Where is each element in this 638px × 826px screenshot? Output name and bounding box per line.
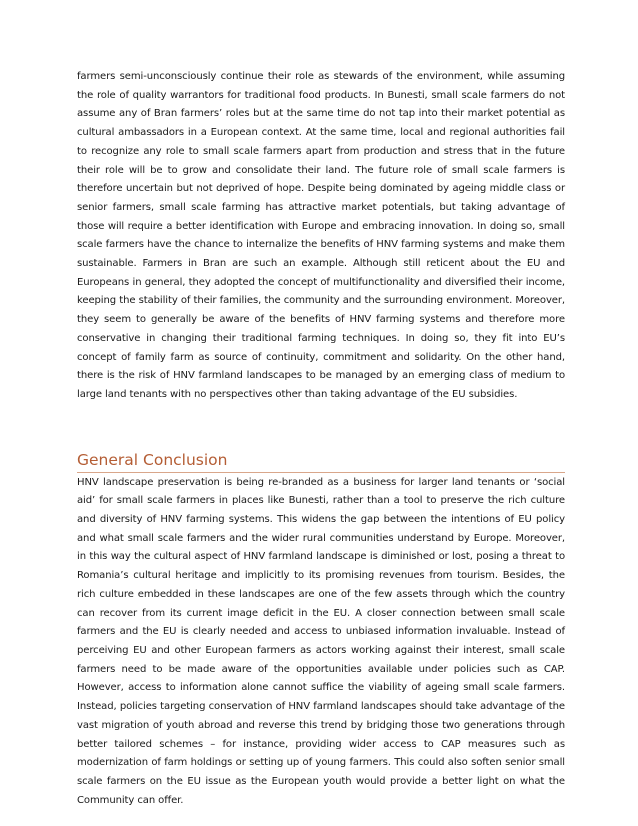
body-paragraph-1: farmers semi-unconsciously continue their role as stewards of the environment, while assuming the role of quality warrantors for traditional food products. In Bunesti, small scale farmers do not assume any of Bran farmers’ roles but at the same time do not tap into their market potential as cultural ambassadors in a European context. At the same time, local and regional authorities fail to recognize any role to small scale farmers apart from production and stress that in the future their role will be to grow and consolidate their land. The future role of small scale farmers is therefore uncertain but not deprived of hope. Despite being dominated by ageing middle class or senior farmers, small scale farming has attractive market potentials, but taking advantage of those will require a better identification with Europe and embracing innovation. In doing so, small scale farmers have the chance to internalize the benefits of HNV farming systems and make them sustainable. Farmers in Bran are such an example. Although still reticent about the EU and Europeans in general, they adopted the concept of multifunctionality and diversified their income, keeping the stability of their families, the community and the surrounding environment. Moreover, they seem to generally be aware of the benefits of HNV farming systems and therefore more conservative in changing their traditional farming techniques. In doing so, they fit into EU’s concept of family farm as source of continuity, commitment and solidarity. On the other hand, there is the risk of HNV farmland landscapes to be managed by an emerging class of medium to large land tenants with no perspectives other than taking advantage of the EU subsidies. [77, 71, 565, 400]
body-paragraph-2: HNV landscape preservation is being re-branded as a business for larger land tenants or ‘social aid’ for small scale farmers in places like Bunesti, rather than a tool to preserve the rich culture and diversity of HNV farming systems. This widens the gap between the intentions of EU policy and what small scale farmers and the wider rural communities understand by Europe. Moreover, in this way the cultural aspect of HNV farmland landscape is diminished or lost, posing a threat to Romania’s cultural heritage and implicitly to its promising revenues from tourism. Besides, the rich culture embedded in these landscapes are one of the few assets through which the country can recover from its current image deficit in the EU. A closer connection between small scale farmers and the EU is clearly needed and access to unbiased information invaluable. Instead of perceiving EU and other European farmers as actors working against their interest, small scale farmers need to be made aware of the opportunities available under policies such as CAP. However, access to information alone cannot suffice the viability of ageing small scale farmers. Instead, policies targeting conservation of HNV farmland landscapes should take advantage of the vast migration of youth abroad and reverse this trend by bridging those two generations through better tailored schemes – for instance, providing wider access to CAP measures such as modernization of farm holdings or setting up of young farmers. This could also soften senior small scale farmers on the EU issue as the European youth would provide a better light on what the Community can offer. [77, 476, 565, 806]
document-page [77, 68, 565, 810]
section-spacer [77, 405, 565, 449]
section-heading: General Conclusion [77, 449, 565, 473]
